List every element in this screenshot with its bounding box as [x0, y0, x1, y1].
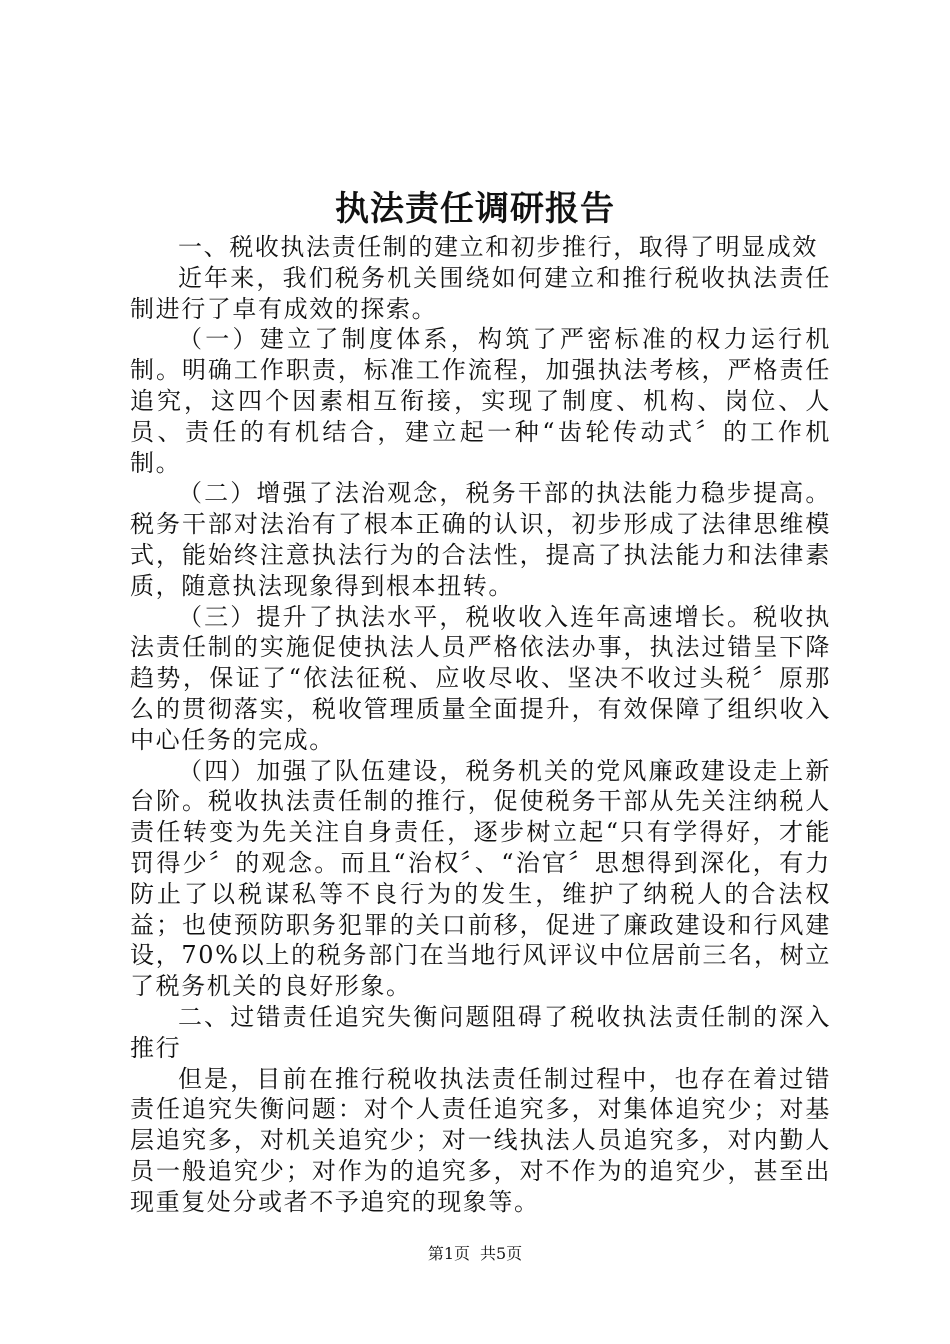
- paragraph-intro: 近年来，我们税务机关围绕如何建立和推行税收执法责任制进行了卓有成效的探索。: [130, 263, 831, 323]
- document-body: [130, 232, 831, 1218]
- paragraph-point-4: （四）加强了队伍建设，税务机关的党风廉政建设走上新台阶。税收执法责任制的推行，促使税务干部从先关注纳税人责任转变为先关注自身责任，逐步树立起“只有学得好，才能罚得少〞的观念。而且“治权〞、“治官〞思想得到深化，有力防止了以税谋私等不良行为的发生，维护了纳税人的合法权益；也使预防职务犯罪的关口前移，促进了廉政建设和行风建设，70%以上的税务部门在当地行风评议中位居前三名，树立了税务机关的良好形象。: [130, 756, 831, 1001]
- section-heading-1: 一、税收执法责任制的建立和初步推行，取得了明显成效: [178, 233, 818, 261]
- section-heading-2: 二、过错责任追究失衡问题阻碍了税收执法责任制的深入推行: [130, 1002, 831, 1062]
- paragraph-point-3: （三）提升了执法水平，税收收入连年高速增长。税收执法责任制的实施促使执法人员严格依法办事，执法过错呈下降趋势，保证了“依法征税、应收尽收、坚决不收过头税〞原那么的贯彻落实，税收管理质量全面提升，有效保障了组织收入中心任务的完成。: [130, 602, 831, 754]
- page-footer: [0, 1244, 950, 1264]
- document-title: 执法责任调研报告: [335, 189, 615, 229]
- paragraph-problem: 但是，目前在推行税收执法责任制过程中，也存在着过错责任追究失衡问题：对个人责任追究多，对集体追究少；对基层追究多，对机关追究少；对一线执法人员追究多，对内勤人员一般追究少；对作为的追究多，对不作为的追究少，甚至出现重复处分或者不予追究的现象等。: [130, 1064, 831, 1216]
- paragraph-point-2: （二）增强了法治观念，税务干部的执法能力稳步提高。税务干部对法治有了根本正确的认识，初步形成了法律思维模式，能始终注意执法行为的合法性，提高了执法能力和法律素质，随意执法现象得到根本扭转。: [130, 479, 831, 600]
- page-number: 第1页: [427, 1244, 470, 1263]
- paragraph-point-1: （一）建立了制度体系，构筑了严密标准的权力运行机制。明确工作职责，标准工作流程，加强执法考核，严格责任追究，这四个因素相互衔接，实现了制度、机构、岗位、人员、责任的有机结合，建立起一种“齿轮传动式〞的工作机制。: [130, 325, 831, 477]
- page-total: 共5页: [480, 1244, 523, 1263]
